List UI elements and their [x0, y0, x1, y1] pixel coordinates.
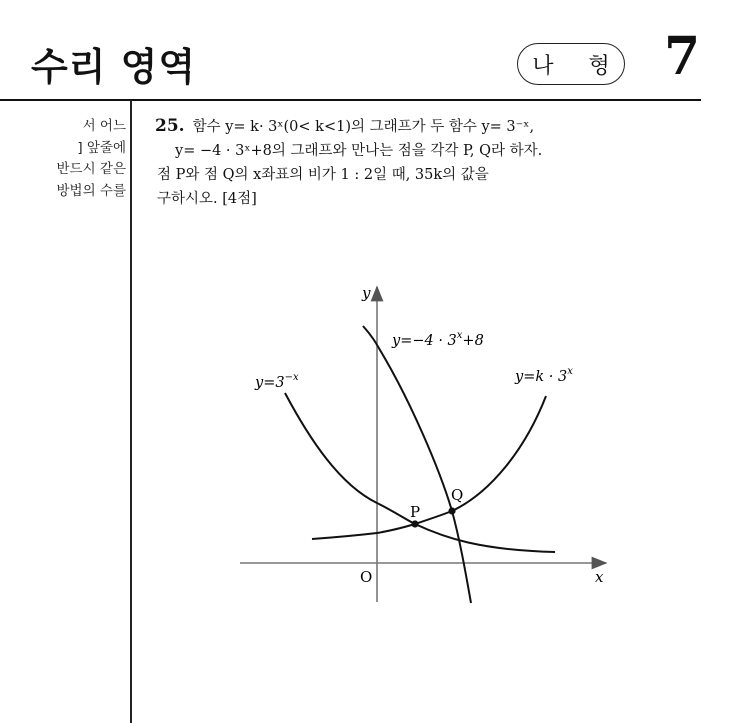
left-line: 방법의 수를	[56, 182, 126, 199]
point-p-label: P	[410, 503, 421, 521]
label-text: y=3	[255, 375, 285, 391]
origin-label: O	[360, 568, 373, 586]
exam-type-badge: 나 형	[517, 43, 625, 85]
question-line: 구하시오. [4점]	[157, 191, 257, 207]
label-three-pow-neg-x: $y=3^{-x}$	[255, 372, 299, 391]
left-line: 반드시 같은	[56, 161, 126, 177]
section-title: 수리 영역	[31, 45, 197, 89]
question-line: 점 P와 점 Q의 x좌표의 비가 1 : 2일 때, 35k의 값을	[157, 167, 489, 183]
curve-three-pow-neg-x	[285, 393, 555, 552]
question-line: y= −4 · 3ˣ+8의 그래프와 만나는 점을 각각 P, Q라 하자.	[175, 143, 543, 159]
page-number: 7	[664, 26, 701, 87]
point-q	[448, 507, 455, 514]
y-axis-label: y	[362, 284, 371, 302]
point-q-label: Q	[451, 486, 464, 504]
question-number: 25.	[155, 116, 185, 136]
label-neg-four-three-pow-x: $y=-4 \cdot 3^x+8$	[392, 330, 484, 349]
question-text: 함수 y= k· 3ˣ(0< k<1)의 그래프가 두 함수 y= 3⁻ˣ,	[192, 119, 535, 135]
x-axis-label: x	[595, 568, 604, 586]
point-p	[411, 520, 418, 527]
left-line: 서 어느	[82, 118, 126, 134]
curve-neg-four-three-pow-x	[363, 326, 471, 603]
left-line: ] 앞줄에	[77, 139, 126, 156]
curve-k-three-pow-x	[312, 396, 546, 539]
label-k-three-pow-x: $y=k \cdot 3^x$	[515, 366, 573, 385]
